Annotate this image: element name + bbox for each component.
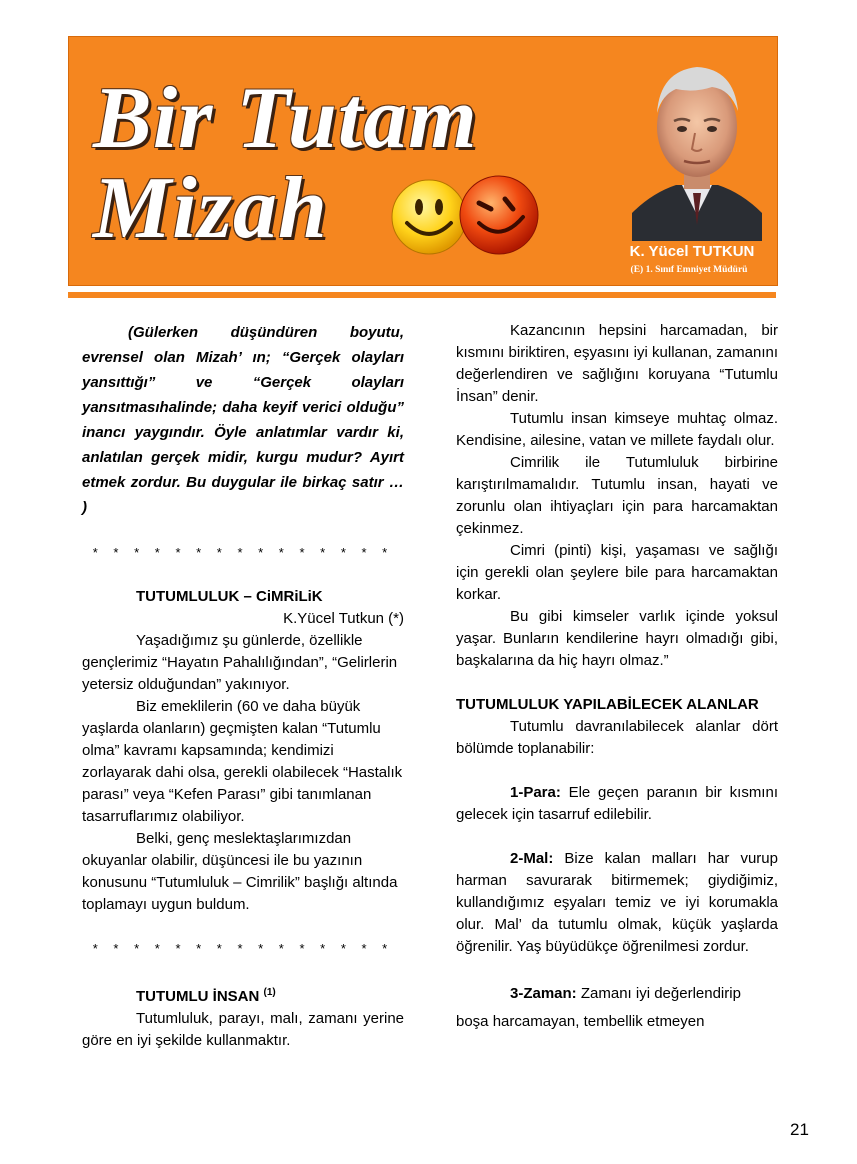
- list-item-mal: 2-Mal: Bize kalan malları har vurup harman savurarak bitirmemek; giydiğimiz, kullandığımız eşyaları temiz ve iyi korumakla olur. Mal’ da tutumlu olmak, küçük yaşlarda öğrenilir. Yaş büyüdükçe öğrenilmesi zordur.: [456, 850, 778, 955]
- footnote-marker: (1): [263, 987, 276, 998]
- intro-paragraph: (Gülerken düşündüren boyutu, evrensel olan Mizah’ ın; “Gerçek olayları yansıttığı” ve “Gerçek olayları yansıtmasıhalinde; daha keyif verici olduğu” inancı yaygındır. Öyle anlatımlar vardır ki, anlatılan gerçek midir, kurgu mudur? Ayırt etmek zordur. Bu duygular ile birkaç satır … ): [82, 324, 404, 516]
- author-photo: [632, 45, 762, 241]
- banner-title-line1: Bir Tutam: [93, 70, 478, 167]
- section-title-tutumlu-insan: TUTUMLU İNSAN $^{(1)}$: [136, 987, 276, 1005]
- body-paragraph: Tutumlu davranılabilecek alanlar dört bölümde toplanabilir:: [456, 718, 778, 757]
- banner-underline: [68, 292, 776, 298]
- page-number: 21: [790, 1120, 809, 1139]
- body-paragraph: Biz emeklilerin (60 ve daha büyük yaşlarda olanların) geçmişten kalan “Tutumlu olma” kavramı kapsamında; kendimizi zorlayarak dahi olsa, gerekli olabilecek “Hastalık parası” veya “Kefen Parası” gibi tanımlanan tasarruflarımız olabiliyor.: [82, 698, 403, 825]
- body-paragraph: Tutumlu insan kimseye muhtaç olmaz. Kendisine, ailesine, vatan ve millete faydalı olur.: [456, 410, 778, 449]
- body-paragraph: Kazancının hepsini harcamadan, bir kısmını biriktiren, eşyasını iyi kullanan, zamanını değerlendiren ve sağlığını koruyana “Tutumlu İnsan” denir.: [456, 322, 778, 405]
- list-item-zaman-continued: boşa harcamayan, tembellik etmeyen: [456, 1013, 705, 1030]
- separator-stars: * * * * * * * * * * * * * * *: [92, 941, 394, 956]
- body-paragraph: Cimri (pinti) kişi, yaşaması ve sağlığı için gerekli olan şeylere bile para harcamaktan korkar.: [456, 542, 778, 603]
- header-banner: [68, 36, 778, 286]
- author-name: K. Yücel TUTKUN: [629, 243, 755, 260]
- list-item-para: 1-Para: Ele geçen paranın bir kısmını gelecek için tasarruf edilebilir.: [456, 784, 778, 823]
- left-column: [82, 320, 404, 1052]
- list-item-zaman: 3-Zaman: Zamanı iyi değerlendirip: [510, 985, 741, 1002]
- body-paragraph: Cimrilik ile Tutumluluk birbirine karıştırılmamalıdır. Tutumlu insan, hayati ve zorunlu olan ihtiyaçları için para harcamaktan çekinmez.: [456, 454, 778, 537]
- body-paragraph: Bu gibi kimseler varlık içinde yoksul yaşar. Bunların kendilerine hayrı olmadığı gibi, başkalarına da hiç hayrı olmaz.”: [456, 608, 778, 669]
- author-rank: (E) 1. Sınıf Emniyet Müdürü: [630, 265, 748, 275]
- section-title-tutumluluk-cimrilik: TUTUMLULUK – CiMRiLiK: [136, 588, 323, 605]
- body-paragraph: Belki, genç meslektaşlarımızdan okuyanlar olabilir, düşüncesi ile bu yazının konusunu “Tutumluluk – Cimrilik” başlığı altında toplamayı uygun buldum.: [82, 830, 398, 913]
- separator-stars: * * * * * * * * * * * * * * *: [92, 545, 394, 560]
- article-byline: K.Yücel Tutkun (*): [283, 610, 404, 627]
- red-smiley-icon: [457, 173, 541, 257]
- banner-title-line2: Mizah: [93, 160, 328, 257]
- section-title-alanlar: TUTUMLULUK YAPILABİLECEK ALANLAR: [456, 696, 759, 713]
- body-paragraph: Tutumluluk, parayı, malı, zamanı yerine göre en iyi şekilde kullanmaktır.: [82, 1010, 404, 1049]
- right-column: [456, 320, 778, 1036]
- body-paragraph: Yaşadığımız şu günlerde, özellikle gençlerimiz “Hayatın Pahalılığından”, “Gelirlerin yetersiz olduğundan” yakınıyor.: [82, 632, 398, 693]
